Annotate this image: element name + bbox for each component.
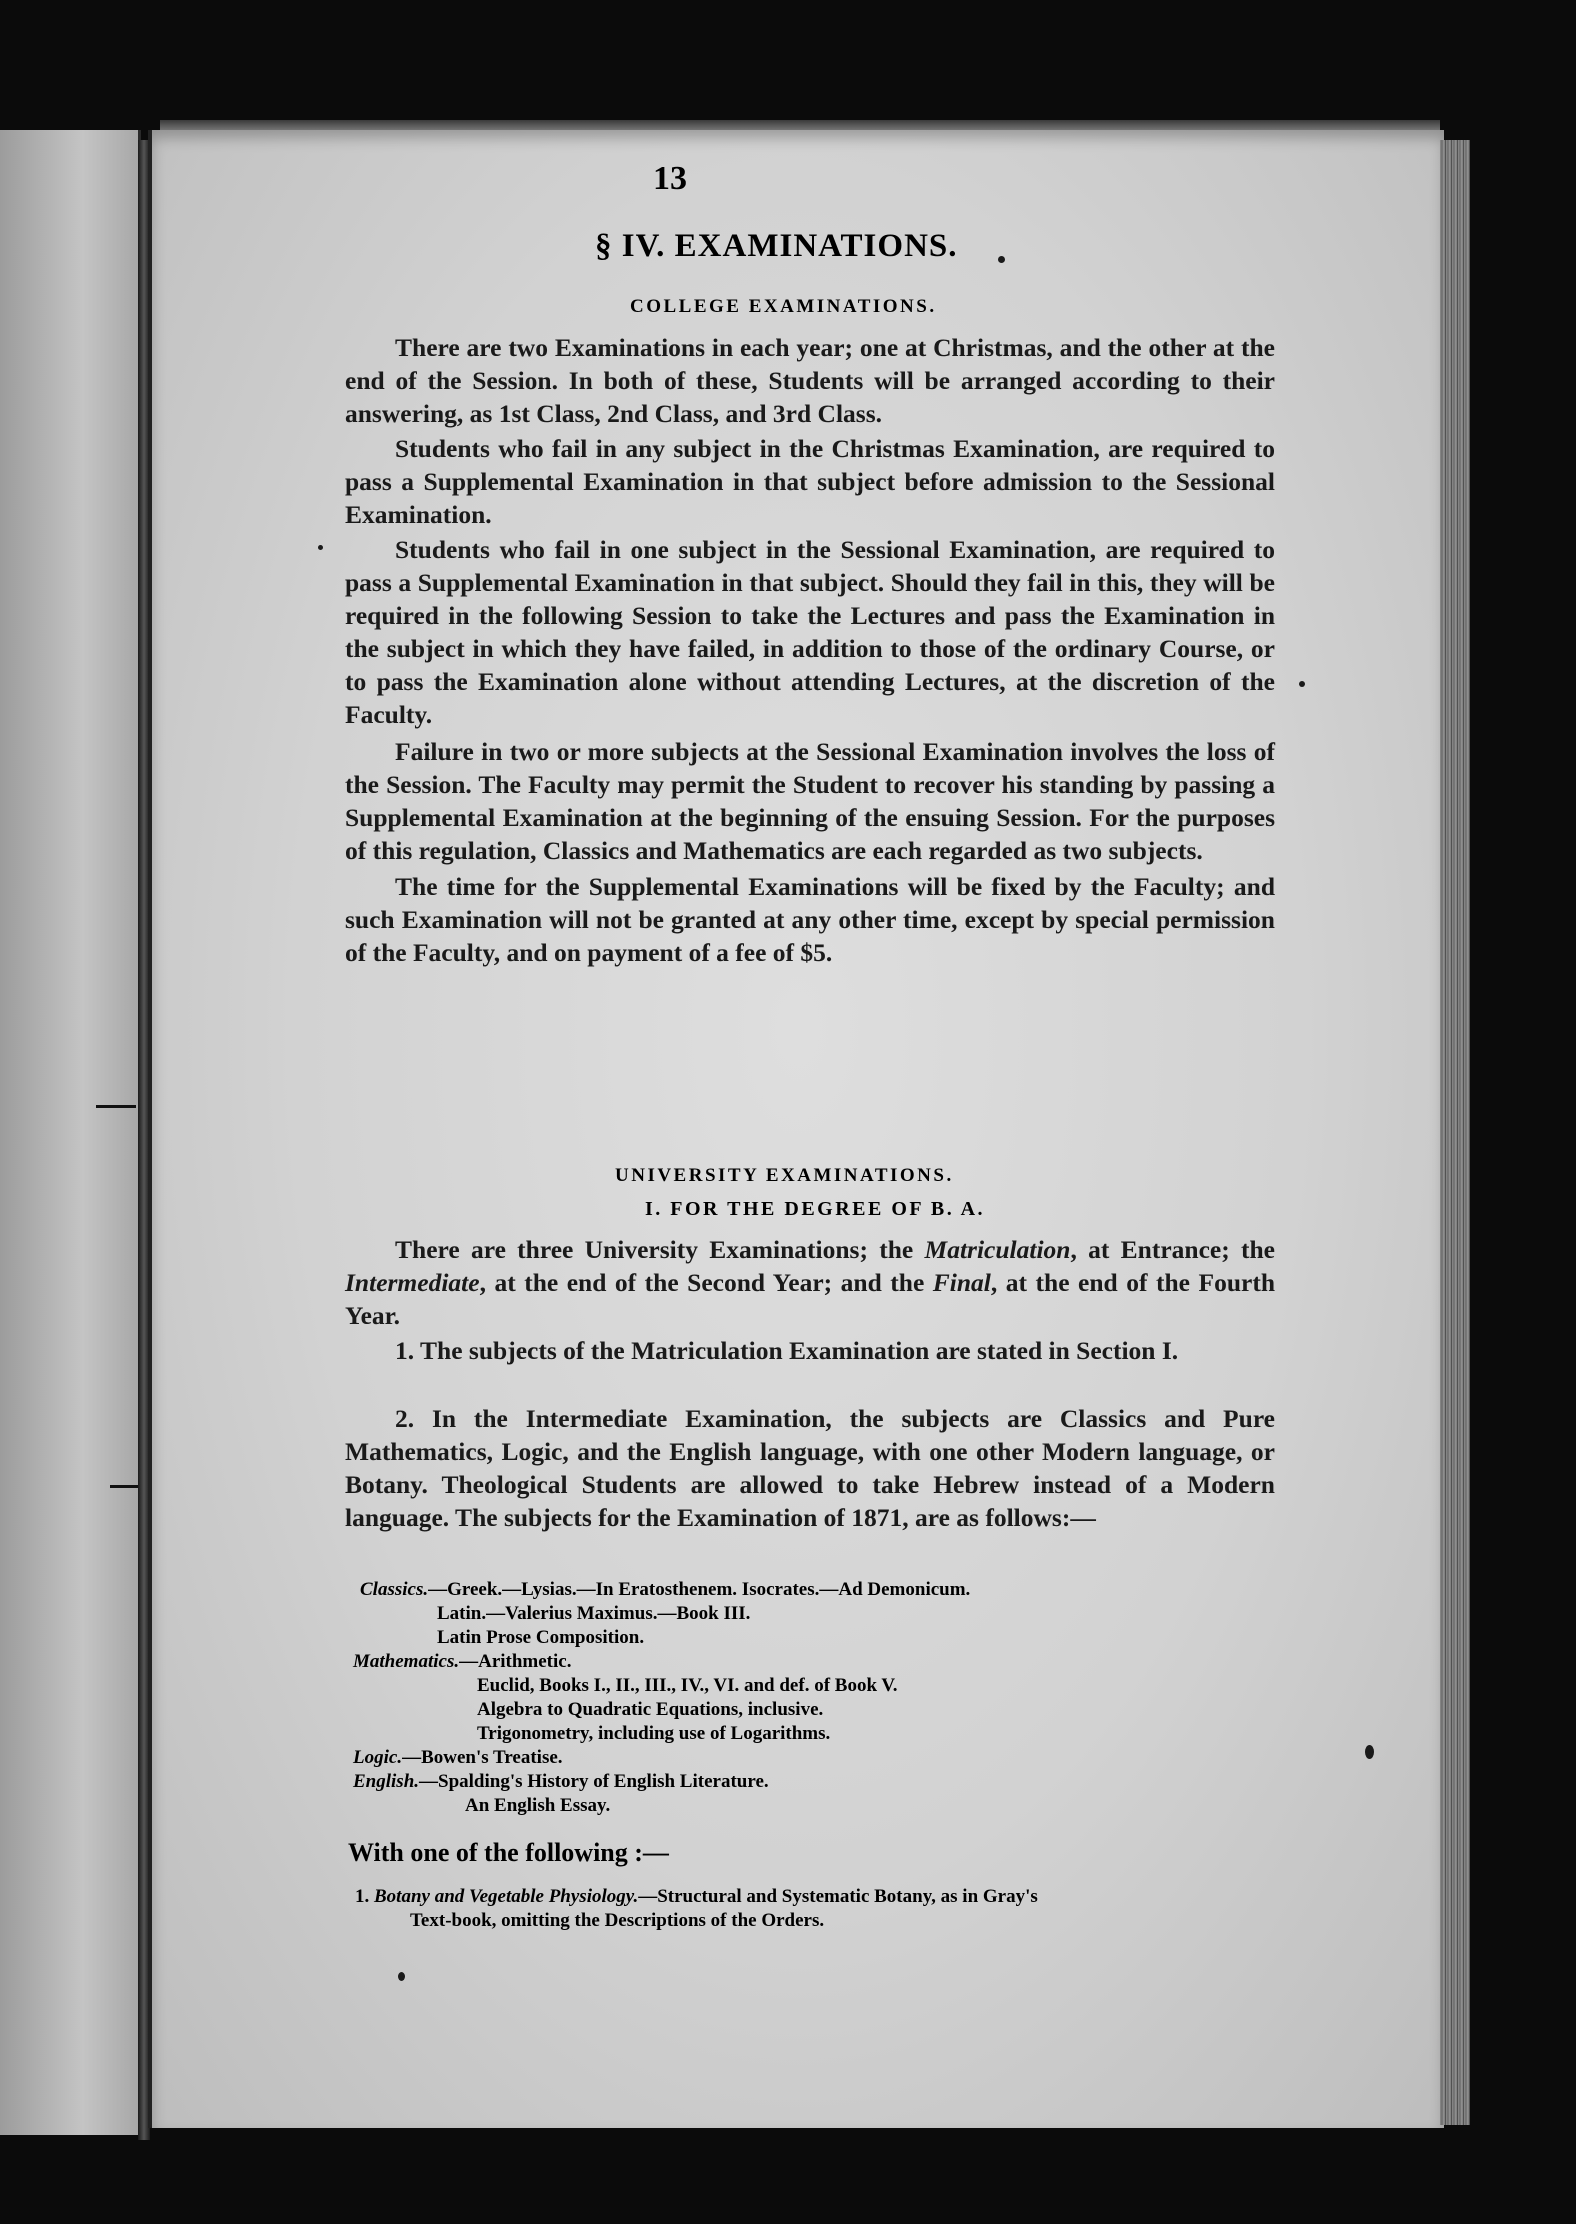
college-paragraph-5: The time for the Supplemental Examinations will be fixed by the Faculty; and such Examination will not be granted at any other time, except by special permission of the Faculty, and on payment of a fee of $5. bbox=[345, 872, 1275, 967]
page-number: 13 bbox=[653, 160, 687, 197]
english-line: English.—Spalding's History of English Literature. bbox=[353, 1771, 769, 1792]
university-examinations-heading: UNIVERSITY EXAMINATIONS. bbox=[615, 1165, 954, 1186]
print-speck bbox=[1365, 1745, 1374, 1759]
classics-latin-line: Latin.—Valerius Maximus.—Book III. bbox=[437, 1603, 751, 1624]
classics-greek-line: Classics.—Greek.—Lysias.—In Eratosthenem. Isocrates.—Ad Demonicum. bbox=[360, 1579, 971, 1600]
print-speck bbox=[318, 545, 323, 550]
print-speck bbox=[998, 256, 1005, 263]
ba-degree-heading: I. FOR THE DEGREE OF B. A. bbox=[645, 1198, 986, 1220]
english-essay-line: An English Essay. bbox=[465, 1795, 611, 1816]
mathematics-euclid-line: Euclid, Books I., II., III., IV., VI. and def. of Book V. bbox=[477, 1675, 898, 1696]
mathematics-trigonometry-line: Trigonometry, including use of Logarithms. bbox=[477, 1723, 831, 1744]
college-paragraph-3: Students who fail in one subject in the Sessional Examination, are required to pass a Supplemental Examination in that subject. Should they fail in this, they will be required in the following Session to take the Lectures and pass the Examination in the subject in which they have failed, in addition to those of the ordinary Course, or to pass the Examination alone without attending Lectures, at the discretion of the Faculty. bbox=[345, 535, 1275, 729]
print-speck bbox=[398, 1972, 405, 1981]
section-title: § IV. EXAMINATIONS. bbox=[595, 228, 958, 264]
with-one-of-following: With one of the following :— bbox=[348, 1838, 669, 1867]
mathematics-arithmetic-line: Mathematics.—Arithmetic. bbox=[353, 1651, 572, 1672]
botany-line-1: 1. Botany and Vegetable Physiology.—Structural and Systematic Botany, as in Gray's bbox=[355, 1886, 1038, 1907]
logic-line: Logic.—Bowen's Treatise. bbox=[353, 1747, 563, 1768]
classics-prose-line: Latin Prose Composition. bbox=[437, 1627, 645, 1648]
page-stack-edge bbox=[1440, 140, 1470, 2125]
college-paragraph-2: Students who fail in any subject in the Christmas Examination, are required to pass a Supplemental Examination in that subject before admission to the Sessional Examination. bbox=[345, 434, 1275, 529]
university-paragraph-1: There are three University Examinations; the Matriculation, at Entrance; the Intermediate, at the end of the Second Year; and the Final, at the end of the Fourth Year. bbox=[345, 1235, 1276, 1330]
mathematics-algebra-line: Algebra to Quadratic Equations, inclusive. bbox=[477, 1699, 824, 1720]
botany-line-2: Text-book, omitting the Descriptions of the Orders. bbox=[410, 1910, 825, 1931]
facing-page bbox=[0, 130, 141, 2135]
college-examinations-heading: COLLEGE EXAMINATIONS. bbox=[630, 296, 937, 317]
college-paragraph-1: There are two Examinations in each year; one at Christmas, and the other at the end of the Session. In both of these, Students will be arranged according to their answering, as 1st Class, 2nd Class, and 3rd Class. bbox=[345, 333, 1275, 428]
university-paragraph-2: 1. The subjects of the Matriculation Examination are stated in Section I. bbox=[395, 1336, 1179, 1365]
print-speck bbox=[1299, 681, 1305, 687]
college-paragraph-4: Failure in two or more subjects at the Sessional Examination involves the loss of the Session. The Faculty may permit the Student to recover his standing by passing a Supplemental Examination at the beginning of the ensuing Session. For the purposes of this regulation, Classics and Mathematics are each regarded as two subjects. bbox=[345, 737, 1275, 865]
university-paragraph-3: 2. In the Intermediate Examination, the subjects are Classics and Pure Mathematics, Logic, and the English language, with one other Modern language, or Botany. Theological Students are allowed to take Hebrew instead of a Modern language. The subjects for the Examination of 1871, are as follows:— bbox=[345, 1404, 1275, 1532]
